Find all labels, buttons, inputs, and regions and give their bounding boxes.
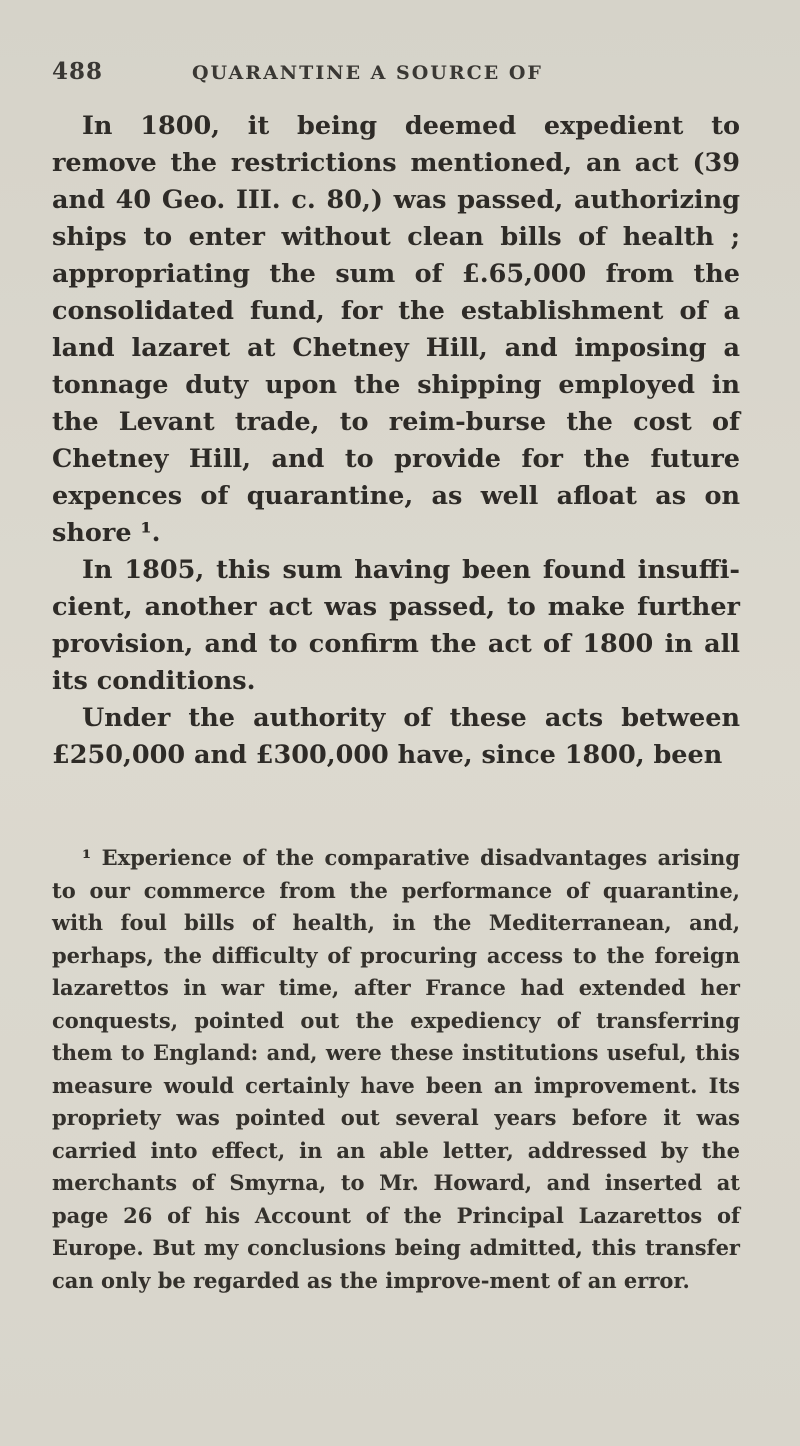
paragraph: Under the authority of these acts between £250,000 and £300,000 have, since 1800, been [52,703,740,770]
paragraph: In 1805, this sum having been found insuffi-cient, another act was passed, to make further provision, and to confirm the act of 1800 in all its conditions. [52,555,740,696]
footnote-text: ¹ Experience of the comparative disadvantages arising to our commerce from the performance of quarantine, with foul bills of health, in the Mediterranean, and, perhaps, the difficulty of procuring access to the foreign lazarettos in war time, after France had extended her conquests, pointed out the expediency of transferring them to England: and, were these institutions useful, this measure would certainly have been an improvement. Its propriety was pointed out several years before it was carried into effect, in an able letter, addressed by the merchants of Smyrna, to Mr. Howard, and inserted at page 26 of his Account of the Principal Lazarettos of Europe. But my conclusions being admitted, this transfer can only be regarded as the improve-ment of an error. [52,845,740,1293]
paragraph: In 1800, it being deemed expedient to remove the restrictions mentioned, an act (39 and 40 Geo. III. c. 80,) was passed, authorizing ships to enter without clean bills of health ; appropriating the sum of £.65,000 from the consolidated fund, for the establishment of a land lazaret at Chetney Hill, and imposing a tonnage duty upon the shipping employed in the Levant trade, to reim-burse the cost of Chetney Hill, and to provide for the future expences of quarantine, as well afloat as on shore ¹. [52,111,740,548]
running-title: QUARANTINE A SOURCE OF [192,62,543,84]
footnote [52,842,740,1297]
page-header [52,58,740,94]
page-number: 488 [52,58,104,85]
main-text [52,108,740,774]
